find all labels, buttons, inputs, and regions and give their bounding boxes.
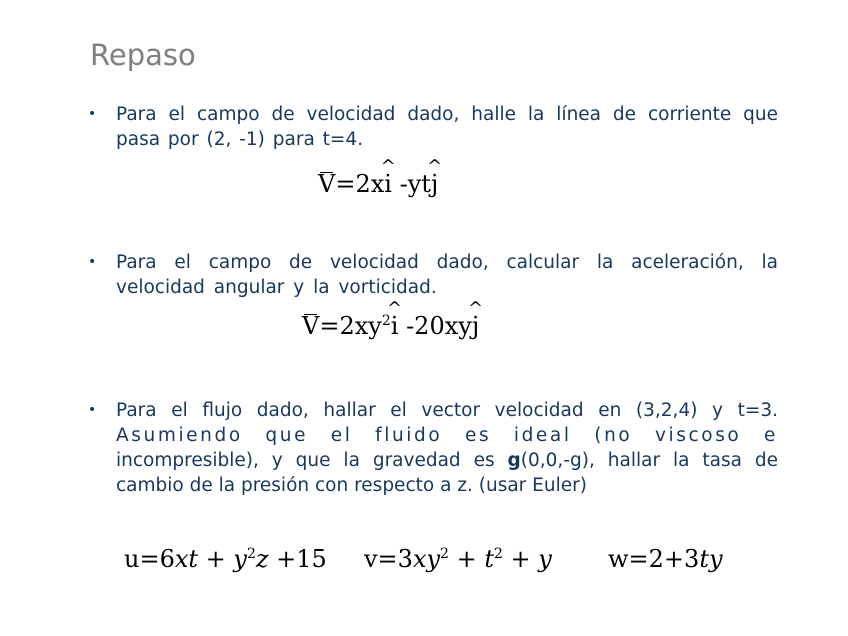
equation-v: $v=3xy^2 + t^2 + y$ [364, 545, 552, 573]
bullet-text: Para el campo de velocidad dado, calcular la aceleración, la velocidad angular y la vorticidad. [116, 252, 778, 298]
equation-velocity-1: V=2x^ i -yt^ j [318, 170, 438, 198]
slide-title: Repaso [90, 38, 196, 72]
bullet-dot: • [88, 254, 97, 270]
bullet-text-part4: (0,0,-g), hallar la tasa de cambio de la presión con respecto a z. (usar Euler) [116, 450, 778, 496]
bullet-text: Para el campo de velocidad dado, halle la línea de corriente que pasa por (2, -1) para t=4. [116, 104, 778, 150]
equation-velocity-2: $V=2xy^2\^{}$ i -20xy^ j [302, 312, 479, 340]
equation-u: $u=6xt + y^2z +15$ [124, 545, 327, 573]
bullet-text [116, 398, 778, 498]
bullet-text-part1: Para el flujo dado, hallar el vector velocidad en (3,2,4) y t=3. [116, 400, 778, 421]
bullet-text-part3: incompresible), y que la gravedad es [116, 450, 508, 471]
bullet-text-part2: Asumiendo que el fluido es ideal (no viscoso e [116, 425, 778, 446]
bullet-streamline [88, 102, 778, 152]
bullet-dot: • [88, 106, 97, 122]
gravity-symbol: g [507, 450, 521, 471]
bullet-acceleration [88, 250, 778, 300]
bullet-dot: • [88, 402, 97, 418]
bullet-euler [88, 398, 778, 498]
equation-w: w=2+3ty [608, 545, 723, 573]
